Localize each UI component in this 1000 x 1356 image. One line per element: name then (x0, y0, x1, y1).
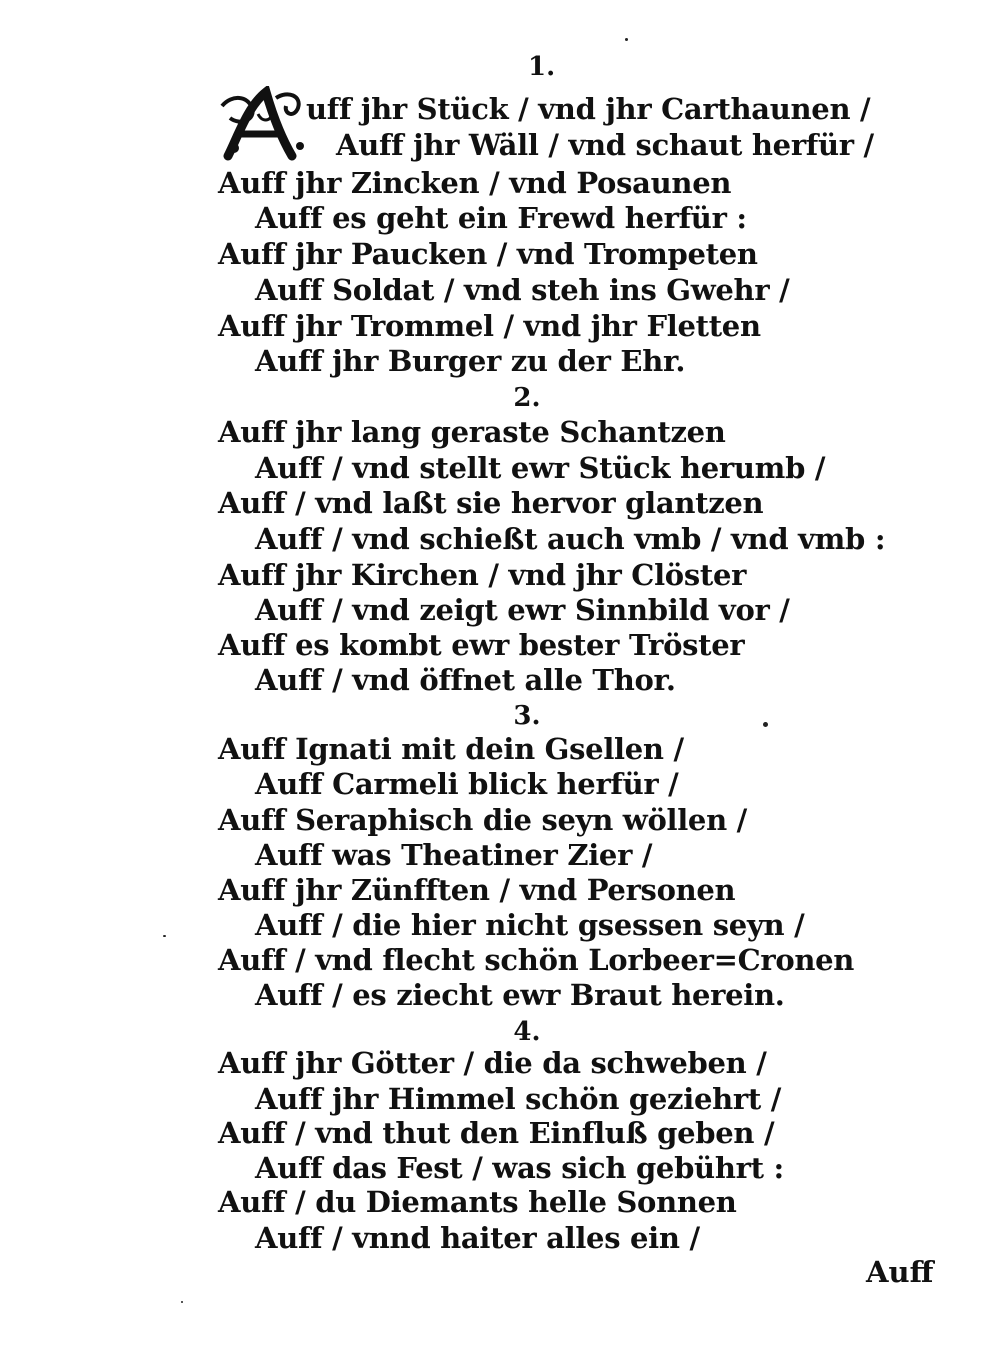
verse-line: Auff jhr Trommel / vnd jhr Fletten (218, 309, 761, 343)
verse-line: Auff / vnd flecht schön Lorbeer=Cronen (218, 943, 855, 977)
verse-line: Auff jhr Zincken / vnd Posaunen (218, 166, 732, 200)
stanza-number: 4. (513, 1017, 541, 1047)
verse-line: Auff / vnd laßt sie hervor glantzen (218, 486, 764, 520)
verse-line: Auff / vnd öffnet alle Thor. (255, 663, 676, 697)
verse-line: Auff / es ziecht ewr Braut herein. (255, 978, 785, 1012)
verse-line: Auff / vnnd haiter alles ein / (255, 1221, 700, 1255)
verse-line: Auff / vnd thut den Einfluß geben / (218, 1116, 775, 1150)
catchword: Auff (866, 1255, 934, 1289)
verse-line: Auff / vnd schießt auch vmb / vnd vmb : (255, 522, 886, 556)
verse-line: Auff Seraphisch die seyn wöllen / (218, 803, 747, 837)
verse-line: Auff jhr Burger zu der Ehr. (255, 344, 686, 378)
verse-line: Auff was Theatiner Zier / (255, 838, 653, 872)
scan-speck (181, 1301, 183, 1303)
stanza-number: 2. (513, 383, 541, 413)
verse-line: Auff es kombt ewr bester Tröster (218, 628, 745, 662)
verse-line: Auff Soldat / vnd steh ins Gwehr / (255, 273, 790, 307)
verse-line: uff jhr Stück / vnd jhr Carthaunen / (306, 92, 871, 126)
verse-line: Auff / vnd zeigt ewr Sinnbild vor / (255, 593, 790, 627)
page-number: 1. (528, 52, 556, 82)
verse-line: Auff Carmeli blick herfür / (255, 767, 679, 801)
verse-line: Auff jhr Götter / die da schweben / (218, 1046, 767, 1080)
verse-line: Auff jhr Paucken / vnd Trompeten (218, 237, 758, 271)
verse-line: Auff jhr Zünfften / vnd Personen (218, 873, 736, 907)
scan-speck (163, 935, 166, 937)
verse-line: Auff es geht ein Frewd herfür : (255, 201, 747, 235)
verse-line: Auff / du Diemants helle Sonnen (218, 1185, 737, 1219)
verse-line: Auff / die hier nicht gsessen seyn / (255, 908, 805, 942)
scan-speck (625, 38, 628, 41)
verse-line: Auff Ignati mit dein Gsellen / (218, 732, 684, 766)
initial-ornament (218, 86, 306, 162)
verse-line: Auff jhr lang geraste Schantzen (218, 415, 726, 449)
verse-line: Auff jhr Kirchen / vnd jhr Clöster (218, 558, 747, 592)
verse-line: Auff jhr Himmel schön geziehrt / (255, 1082, 782, 1116)
verse-line: Auff das Fest / was sich gebührt : (255, 1151, 784, 1185)
decorated-initial (218, 86, 306, 162)
scan-speck (763, 722, 768, 727)
stanza-number: 3. (513, 701, 541, 731)
verse-line: Auff / vnd stellt ewr Stück herumb / (255, 451, 826, 485)
verse-line: Auff jhr Wäll / vnd schaut herfür / (336, 128, 874, 162)
